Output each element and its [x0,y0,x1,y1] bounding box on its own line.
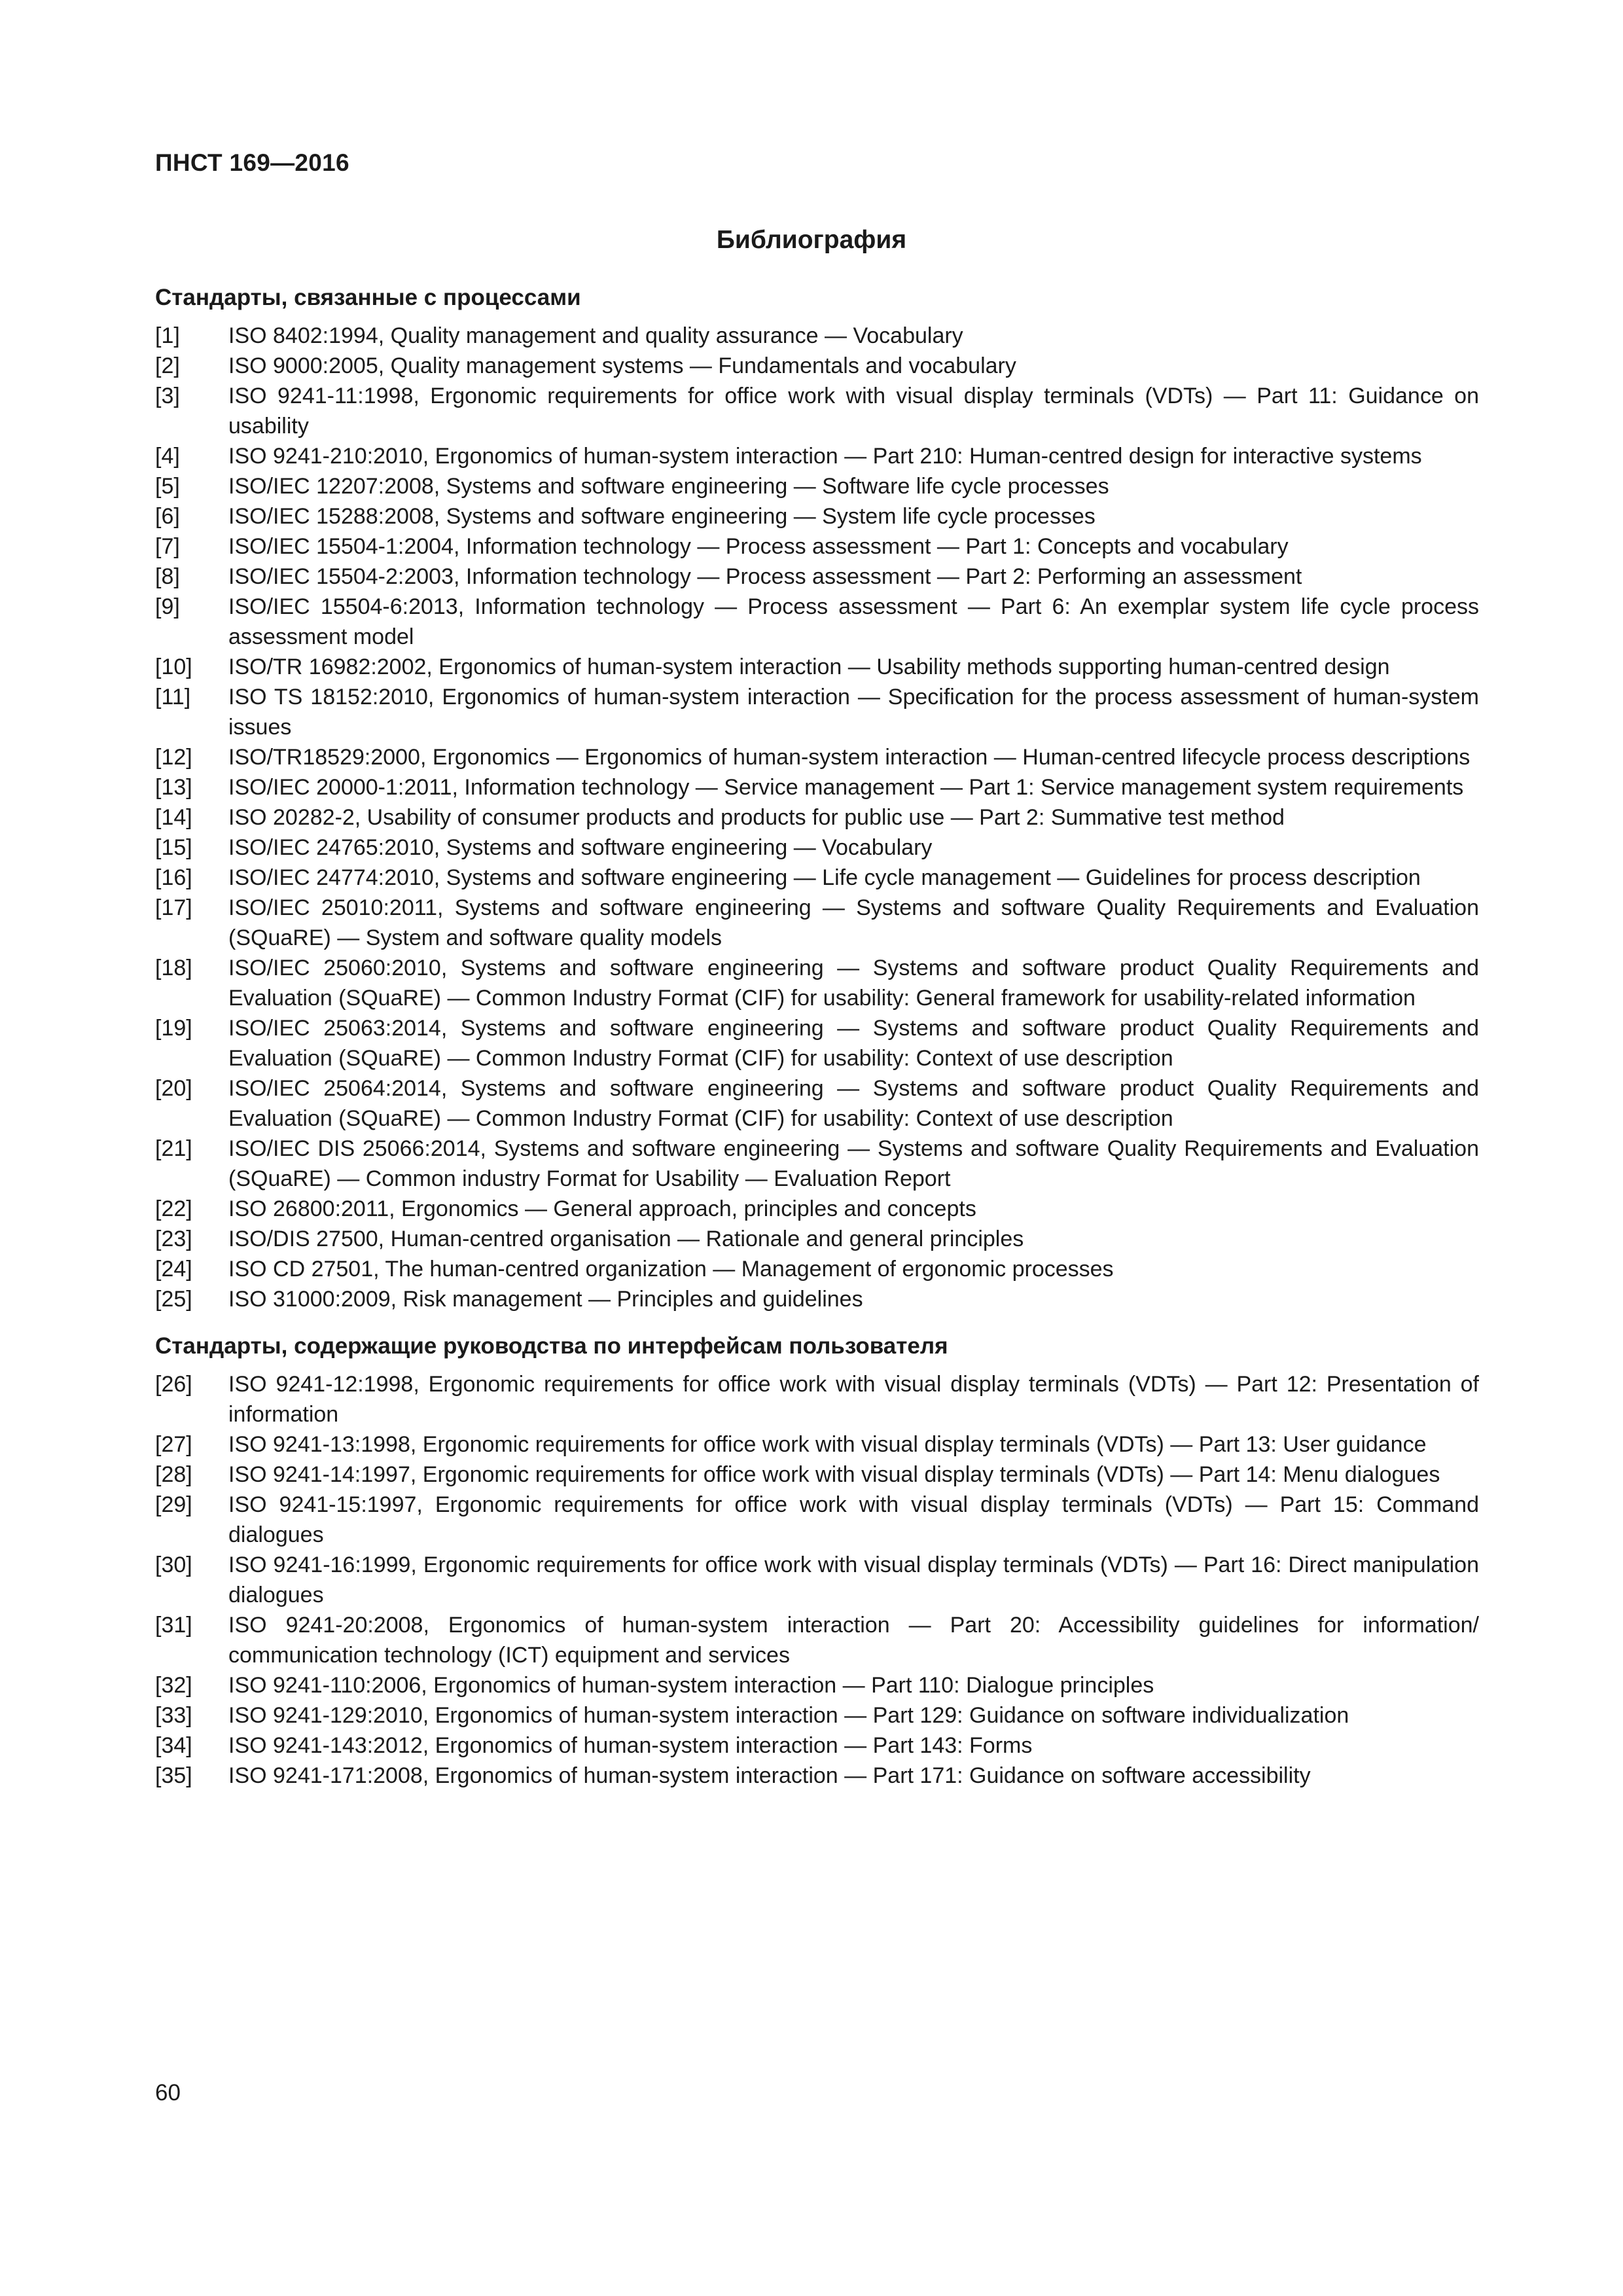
reference-text: ISO CD 27501, The human-centred organization — Management of ergonomic processes [228,1257,1114,1282]
reference-item [155,562,1479,592]
reference-item [155,1429,1479,1460]
reference-item [155,1490,1479,1550]
reference-text: ISO 9241-11:1998, Ergonomic requirements for office work with visual display terminals (VDTs) — Part 11: Guidance on usability [228,384,1479,439]
reference-number: [1] [155,323,180,348]
reference-number: [33] [155,1703,192,1728]
reference-number: [29] [155,1492,192,1517]
reference-item [155,381,1479,441]
reference-number: [8] [155,564,180,589]
reference-item [155,501,1479,531]
reference-text: ISO 9241-15:1997, Ergonomic requirements for office work with visual display terminals (VDTs) — Part 15: Command dialogues [228,1492,1479,1547]
reference-text: ISO 9241-129:2010, Ergonomics of human-system interaction — Part 129: Guidance on software individualization [228,1703,1349,1728]
reference-item [155,893,1479,953]
reference-text: ISO 9241-110:2006, Ergonomics of human-system interaction — Part 110: Dialogue principles [228,1673,1154,1698]
reference-item [155,1761,1479,1791]
reference-text: ISO 9241-171:2008, Ergonomics of human-system interaction — Part 171: Guidance on software accessibility [228,1763,1311,1788]
reference-item [155,1194,1479,1224]
reference-text: ISO/IEC 24774:2010, Systems and software engineering — Life cycle management — Guidelines for process description [228,865,1421,890]
reference-item [155,531,1479,562]
reference-item [155,772,1479,802]
reference-item [155,1670,1479,1700]
reference-item [155,1369,1479,1429]
reference-number: [25] [155,1287,192,1312]
reference-number: [16] [155,865,192,890]
reference-text: ISO/IEC 20000-1:2011, Information technology — Service management — Part 1: Service management system requirements [228,775,1464,800]
reference-item [155,652,1479,682]
reference-item [155,471,1479,501]
reference-item [155,1013,1479,1073]
reference-number: [11] [155,685,191,709]
reference-item [155,1700,1479,1731]
reference-number: [35] [155,1763,192,1788]
document-code: ПНСТ 169—2016 [155,149,349,176]
reference-number: [6] [155,504,180,529]
reference-item [155,441,1479,471]
section-heading-ui-guidance: Стандарты, содержащие руководства по интерфейсам пользователя [155,1333,948,1359]
bibliography-content [155,283,1479,1791]
reference-number: [12] [155,745,192,770]
reference-number: [15] [155,835,192,860]
reference-number: [34] [155,1733,192,1758]
reference-text: ISO/IEC DIS 25066:2014, Systems and software engineering — Systems and software Quality Requirements and Evaluation (SQuaRE) — Common industry Format for Usability — Evaluation Report [228,1136,1479,1191]
reference-item [155,1550,1479,1610]
reference-number: [27] [155,1432,192,1457]
reference-item [155,802,1479,833]
reference-number: [20] [155,1076,192,1101]
reference-item [155,833,1479,863]
reference-number: [21] [155,1136,192,1161]
reference-item [155,1610,1479,1670]
reference-item [155,592,1479,652]
reference-text: ISO/IEC 25010:2011, Systems and software engineering — Systems and software Quality Requirements and Evaluation (SQuaRE) — System and software quality models [228,895,1479,950]
reference-number: [18] [155,956,192,980]
reference-item [155,321,1479,351]
reference-text: ISO 9241-16:1999, Ergonomic requirements for office work with visual display terminals (VDTs) — Part 16: Direct manipulation dialogues [228,1552,1479,1607]
page-number: 60 [155,2080,181,2106]
reference-item [155,1284,1479,1314]
reference-number: [7] [155,534,180,559]
reference-text: ISO/IEC 25060:2010, Systems and software engineering — Systems and software product Quality Requirements and Evaluation (SQuaRE) — Common Industry Format (CIF) for usability: General framework for usability-related information [228,956,1479,1011]
reference-text: ISO 9241-12:1998, Ergonomic requirements for office work with visual display terminals (VDTs) — Part 12: Presentation of information [228,1372,1479,1427]
reference-item [155,742,1479,772]
reference-text: ISO/IEC 25063:2014, Systems and software engineering — Systems and software product Quality Requirements and Evaluation (SQuaRE) — Common Industry Format (CIF) for usability: Context of use description [228,1016,1479,1071]
reference-number: [32] [155,1673,192,1698]
reference-text: ISO 9000:2005, Quality management systems — Fundamentals and vocabulary [228,353,1016,378]
reference-text: ISO 31000:2009, Risk management — Principles and guidelines [228,1287,863,1312]
reference-number: [3] [155,384,180,408]
reference-number: [22] [155,1196,192,1221]
reference-text: ISO 9241-143:2012, Ergonomics of human-system interaction — Part 143: Forms [228,1733,1033,1758]
reference-item [155,1224,1479,1254]
section-heading-processes: Стандарты, связанные с процессами [155,285,581,310]
reference-number: [4] [155,444,180,469]
reference-item [155,953,1479,1013]
reference-text: ISO 9241-13:1998, Ergonomic requirements for office work with visual display terminals (VDTs) — Part 13: User guidance [228,1432,1427,1457]
reference-text: ISO 9241-20:2008, Ergonomics of human-system interaction — Part 20: Accessibility guidelines for information/ communication technology (ICT) equipment and services [228,1613,1479,1668]
reference-text: ISO/IEC 24765:2010, Systems and software engineering — Vocabulary [228,835,933,860]
reference-number: [31] [155,1613,192,1638]
reference-text: ISO/IEC 15504-1:2004, Information technology — Process assessment — Part 1: Concepts and vocabulary [228,534,1289,559]
reference-number: [13] [155,775,192,800]
reference-text: ISO 20282-2, Usability of consumer products and products for public use — Part 2: Summative test method [228,805,1285,830]
reference-text: ISO/IEC 12207:2008, Systems and software engineering — Software life cycle processes [228,474,1109,499]
reference-list-processes [155,321,1479,1314]
reference-text: ISO 8402:1994, Quality management and quality assurance — Vocabulary [228,323,963,348]
reference-number: [10] [155,655,192,679]
reference-number: [28] [155,1462,192,1487]
reference-text: ISO 9241-210:2010, Ergonomics of human-system interaction — Part 210: Human-centred design for interactive systems [228,444,1422,469]
reference-item [155,1254,1479,1284]
reference-number: [9] [155,594,180,619]
reference-number: [2] [155,353,180,378]
reference-text: ISO/IEC 15504-6:2013, Information technology — Process assessment — Part 6: An exemplar system life cycle process assessment model [228,594,1479,649]
reference-number: [14] [155,805,192,830]
reference-item [155,1460,1479,1490]
reference-item [155,1731,1479,1761]
reference-item [155,1134,1479,1194]
reference-text: ISO/DIS 27500, Human-centred organisation — Rationale and general principles [228,1227,1024,1251]
reference-number: [19] [155,1016,192,1041]
reference-number: [30] [155,1552,192,1577]
reference-number: [17] [155,895,192,920]
reference-list-ui-guidance [155,1369,1479,1791]
reference-item [155,351,1479,381]
reference-text: ISO/TR 16982:2002, Ergonomics of human-system interaction — Usability methods supporting human-centred design [228,655,1390,679]
page-title: Библиография [716,226,907,254]
reference-text: ISO/IEC 15288:2008, Systems and software engineering — System life cycle processes [228,504,1096,529]
reference-item [155,1073,1479,1134]
reference-text: ISO/TR18529:2000, Ergonomics — Ergonomics of human-system interaction — Human-centred lifecycle process descriptions [228,745,1471,770]
reference-item [155,863,1479,893]
reference-text: ISO TS 18152:2010, Ergonomics of human-system interaction — Specification for the process assessment of human-system issues [228,685,1479,740]
reference-number: [26] [155,1372,192,1397]
reference-text: ISO/IEC 15504-2:2003, Information technology — Process assessment — Part 2: Performing an assessment [228,564,1302,589]
reference-number: [24] [155,1257,192,1282]
reference-text: ISO/IEC 25064:2014, Systems and software engineering — Systems and software product Quality Requirements and Evaluation (SQuaRE) — Common Industry Format (CIF) for usability: Context of use description [228,1076,1479,1131]
reference-number: [5] [155,474,180,499]
reference-text: ISO 9241-14:1997, Ergonomic requirements for office work with visual display terminals (VDTs) — Part 14: Menu dialogues [228,1462,1440,1487]
reference-item [155,682,1479,742]
reference-number: [23] [155,1227,192,1251]
reference-text: ISO 26800:2011, Ergonomics — General approach, principles and concepts [228,1196,976,1221]
